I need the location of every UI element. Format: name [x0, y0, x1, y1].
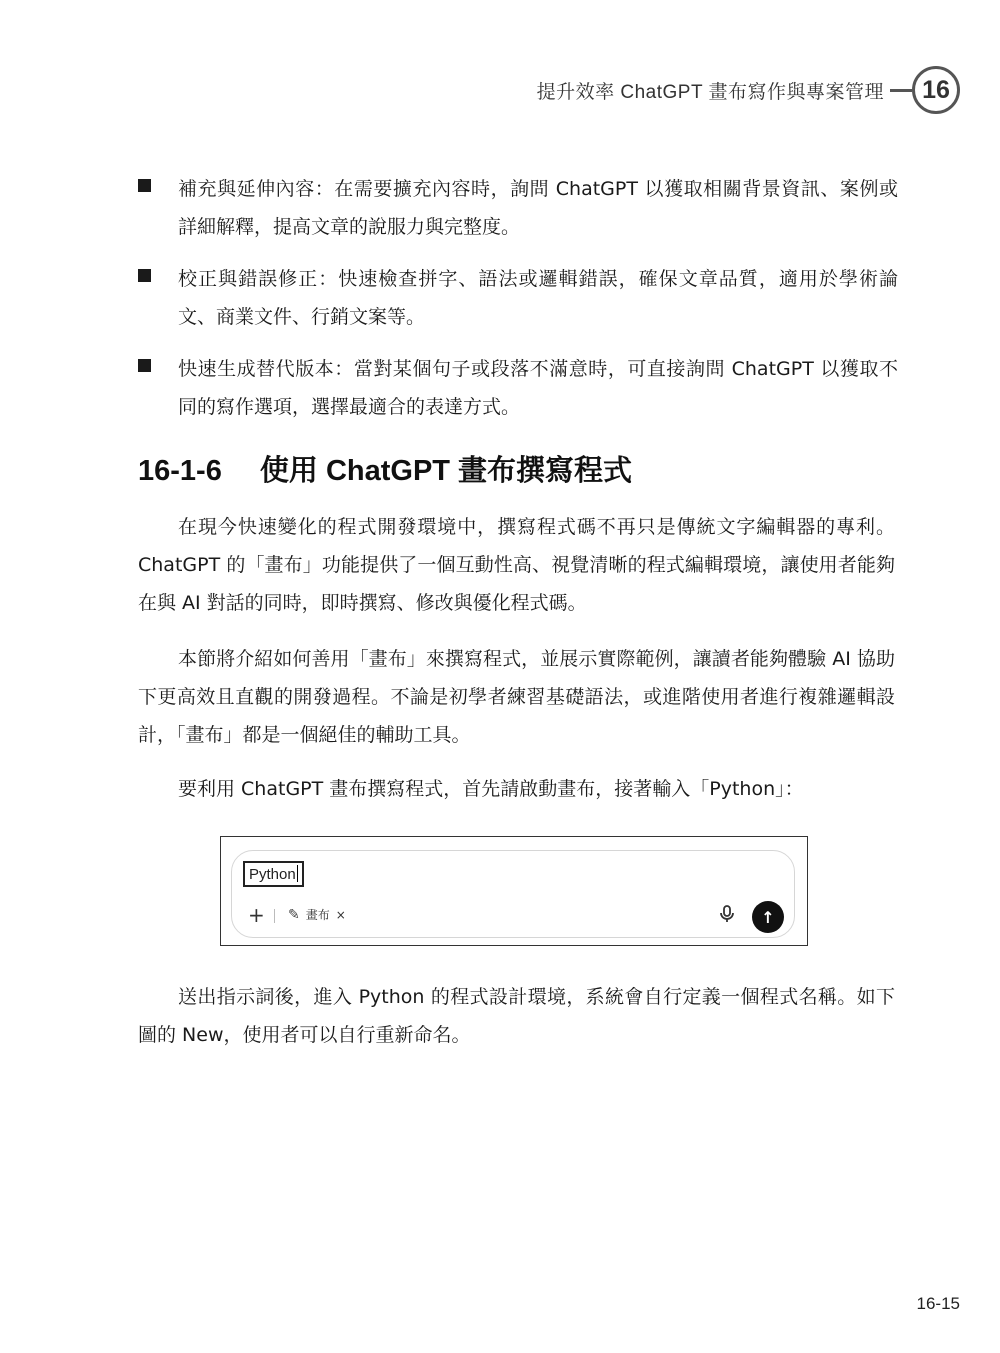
canvas-chip-label: 畫布: [305, 908, 330, 922]
prompt-input[interactable]: [243, 861, 304, 887]
paragraph-intro: 在現今快速變化的程式開發環境中，撰寫程式碼不再只是傳統文字編輯器的專利。ChatGPT 的「畫布」功能提供了一個互動性高、視覺清晰的程式編輯環境，讓使用者能夠在與 AI 對話的同時，即時撰寫、修改與優化程式碼。: [138, 516, 895, 614]
section-title: 使用 ChatGPT 畫布撰寫程式: [259, 455, 633, 487]
chapter-title: 提升效率 ChatGPT 畫布寫作與專案管理: [536, 81, 884, 103]
chat-input-box: [231, 850, 795, 938]
text-caret: [297, 865, 299, 882]
screenshot-figure: [220, 836, 808, 946]
bullet-item: [138, 260, 898, 336]
bullet-item: [138, 170, 898, 246]
paragraph-result: 送出指示詞後，進入 Python 的程式設計環境，系統會自行定義一個程式名稱。如下圖的 New，使用者可以自行重新命名。: [138, 986, 895, 1046]
square-bullet-icon: [138, 269, 151, 282]
close-icon[interactable]: ×: [335, 907, 346, 922]
chapter-badge: 16: [912, 66, 960, 114]
send-button[interactable]: ↑: [752, 901, 784, 933]
section-number: 16-1-6: [138, 455, 222, 487]
square-bullet-icon: [138, 179, 151, 192]
bullet-text: 快速生成替代版本：當對某個句子或段落不滿意時，可直接詢問 ChatGPT 以獲取不同的寫作選項，選擇最適合的表達方式。: [178, 358, 898, 418]
bullet-text: 校正與錯誤修正：快速檢查拼字、語法或邏輯錯誤，確保文章品質，適用於學術論文、商業文件、行銷文案等。: [178, 268, 898, 328]
section-heading: [138, 448, 632, 489]
prompt-input-value: Python: [249, 866, 296, 883]
header-rule: [890, 89, 912, 92]
bullet-item: [138, 350, 898, 426]
page-header: [537, 66, 960, 114]
paragraph-overview: 本節將介紹如何善用「畫布」來撰寫程式，並展示實際範例，讓讀者能夠體驗 AI 協助下更高效且直觀的開發過程。不論是初學者練習基礎語法，或進階使用者進行複雜邏輯設計，「畫布」都是一個絕佳的輔助工具。: [138, 648, 895, 746]
square-bullet-icon: [138, 359, 151, 372]
canvas-tool-chip[interactable]: [288, 906, 346, 923]
bullet-text: 補充與延伸內容：在需要擴充內容時，詢問 ChatGPT 以獲取相關背景資訊、案例或詳細解釋，提高文章的說服力與完整度。: [178, 178, 898, 238]
plus-icon[interactable]: +: [248, 903, 265, 927]
pen-icon: ✎: [288, 906, 300, 923]
microphone-icon[interactable]: [716, 903, 738, 925]
toolbar-divider: [274, 909, 275, 923]
page-number: 16-15: [916, 1294, 960, 1313]
paragraph-instruction: 要利用 ChatGPT 畫布撰寫程式，首先請啟動畫布，接著輸入「Python」：: [178, 778, 804, 800]
bullet-list: [138, 170, 898, 440]
